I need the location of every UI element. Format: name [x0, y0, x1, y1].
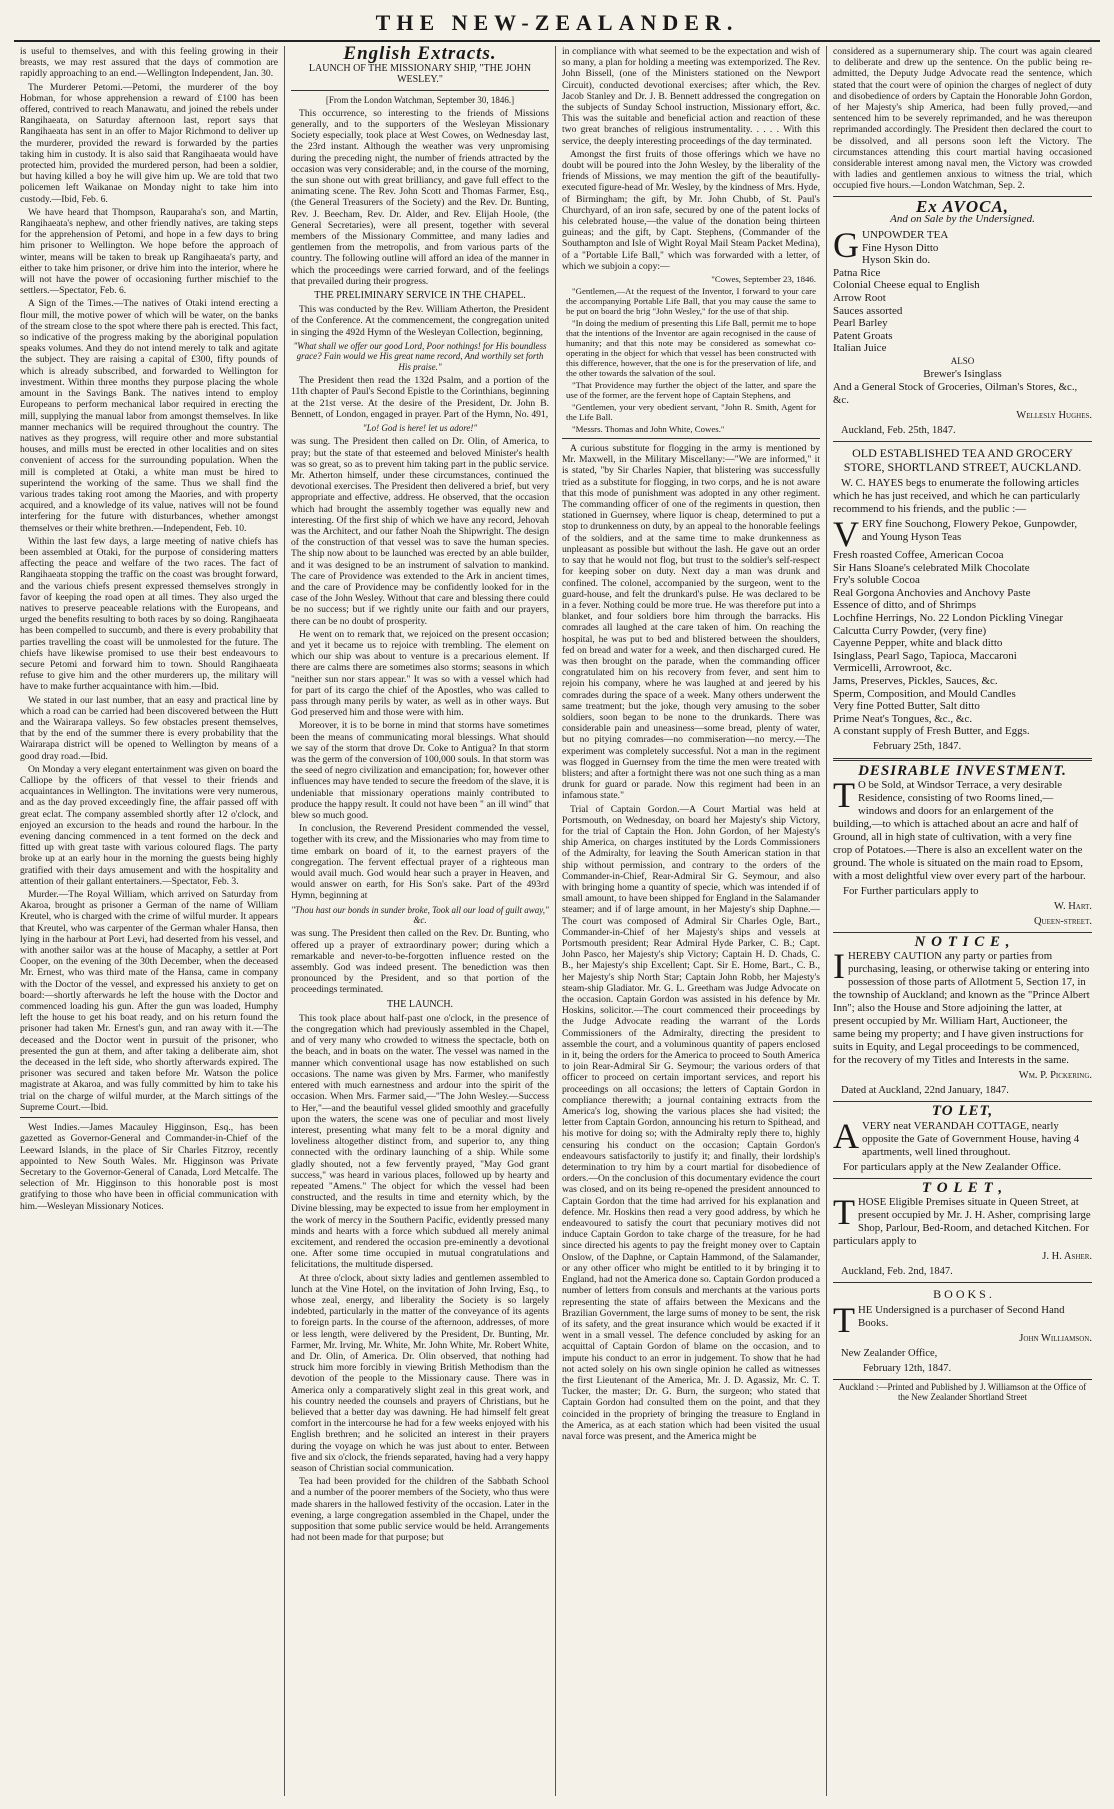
columns — [14, 46, 1100, 1796]
divider — [562, 438, 820, 439]
advert-title: OLD ESTABLISHED TEA AND GROCERY STORE, SHORTLAND STREET, AUCKLAND. — [843, 445, 1082, 474]
article-text: was sung. The President then called on the Rev. Dr. Bunting, who offered up a prayer of extraordinary power; during which a remarkable and never-to-be-forgotten influence rested on the assembly. God was indeed present. The benediction was then pronounced by the President, and so that portion of the proceedings terminated. — [291, 928, 549, 996]
article-text: was sung. The President then called on Dr. Olin, of America, to pray; but the state of that esteemed and beloved Minister's health was so great, so as to prevent him taking part in the public service. Mr. Atherton himself, under these circumstances, continued the devotional exercises. The President then delivered a brief, but very appropriate and effective, address. He observed, that the occasion which had brought the assembly together was equally new and interesting. Of the first ship of which we have any record, Jehovah was the Architect, and our father Noah the Shipwright. The design of the construction of that vessel was to save the human species. The ship now about to be launched was erected by an able builder, and it was designed to be an instrument of salvation to mankind. The care of Providence was extended to the Ark in ancient times, and the care of Providence may be confidently looked for in the case of the John Wesley. Without that care and blessing there could be no success; but if we rightly unite our faith and our prayers, there can be no doubt of prosperity. — [291, 436, 549, 627]
article-native-chiefs: Within the last few days, a large meeting of native chiefs has been assembled at Otaki, for the purpose of considering matters affecting the peace and welfare of the two races. The fact of Rangihaeata stopping the traffic on the coast was brought forward, and the various chiefs present expressed themselves strongly in favor of keeping the road open at all times. They also urged the natives to preserve peaceable relations with the Europeans, and urged the benefits resulting to both races by so doing. Rangihaeata has been compelled to succumb, and there is every probability that parties travelling the coast will be unmolested for the future. The chiefs have likewise promised to use their best endeavours to secure Petomi and forward him to town. Should Rangihaeata refuse to give him and the other murderers up, the military will have to make further acquaintance with him.—Ibid. — [20, 535, 278, 693]
advert-body — [833, 477, 1092, 753]
letter-signature: "Gentlemen, your very obedient servant, "John R. Smith, Agent for the Life Ball. — [566, 402, 816, 423]
advert-notice — [833, 934, 1092, 1097]
hymn-verse: "Lo! God is here! let us adore!" — [362, 422, 478, 433]
advert-date: February 25th, 1847. — [873, 740, 962, 752]
article-source: [From the London Watchman, September 30, 1846.] — [325, 94, 515, 105]
divider — [833, 1178, 1092, 1179]
advert-place: Queen-street. — [1033, 916, 1092, 928]
advert-item: Pearl Barley — [833, 317, 888, 330]
article-text: At three o'clock, about sixty ladies and gentlemen assembled to lunch at the Vine Hotel, on the invitation of John Irving, Esq., to whose zeal, energy, and liberality the Society is so largely indebted, particularly in the matter of the conveyance of its agents to foreign parts. In the course of the afternoon, addresses, of more or less length, were delivered by the President, Dr. Bunting, Mr. Farmer, Mr. Irving, Mr. White, Mr. John White, Mr. Robert White, and Dr. Olin, of America. Dr. Olin observed, that nothing had struck him more forcibly in viewing British Methodism than the devotion of the people to the Missionary cause. There was in America only a comparatively slight zeal in this great work, and his country needed the counsels and prayers of Christians, but he believed that a better day was dawning. He had himself felt great comfort in the intercourse he had for a few weeks enjoyed with his English brethren; and he solicited an interest in their prayers during the voyage on which he was just about to enter. Between five and six o'clock, the friends separated, having had a very happy season of Christian social communication. — [291, 1272, 549, 1474]
column-2 — [285, 46, 556, 1796]
article-murderer-petomi: The Murderer Petomi.—Petomi, the murderer of the boy Hobman, for whose apprehension a reward of £100 has been offered, contrived to reach Manawatu, and joined the rebels under Rangihaeata, on Saturday afternoon last, report says that Rangihaeata has sent in an offer to Major Richmond to deliver up the murderer, provided the reward is forwarded by the parties taking him in custody. It is also said that Rangihaeata would have protected him, provided the murdered person, had been a soldier, but having killed a boy he will give him up. We are told that two policemen left Waikanae on Monday night to take him into custody.—Ibid, Feb. 6. — [20, 81, 278, 205]
advert-signer: John Williamson. — [1019, 1332, 1092, 1344]
advert-body — [833, 1191, 1092, 1278]
article-flogging: A curious substitute for flogging in the army is mentioned by Mr. Maxwell, in the Military Miscellany:—"We are informed," it is stated, "by Sir Charles Napier, that blistering was successfully tried as a substitute for flogging, in two corps, and he is not aware that this mode of punishment was adopted in any other regiment. The commanding officer of one of the regiments in question, then stationed in Guernsey, where liquor is cheap, determined to put a stop to drunkenness on duty, by an appeal to the honorable feelings of the soldiers, and at the same time to make drunkenness as unpleasant as possible but without the lash. He gave out an order to say that he would not flog, but trust to the soldier's self-respect for keeping sober on duty. Next day a man was drunk and confined. The colonel, accompanied by the surgeon, went to the guard-house, and felt the drunkard's pulse. He was declared to be in a fever. Nothing could be more true. He was therefore put into a blanket, and four soldiers bore him through the barracks. His comrades all laughed at the care taken of him. On reaching the hospital, he was put to bed and blistered between the shoulders, fed on bread and water for a week, and then discharged cured. He was then brought on the parade, when the commanding officer congratulated him on his recovery from fever, and sent him to rejoin his company, where he was laughed at and jeered by his comrades during the space of a week. Many others underwent the same treatment; but the joke, though very amusing to the sober soldiers, soon began to be none to the drunkards. There was considerable pain and uneasiness—some bread, plenty of water, but no pitying comrades—no commiseration—no mercy.—The experiment was completely successful. Not a man in the regiment was flogged in Guernsey from the time the men were treated with blisters; and after a fortnight there was not one such thing as a man drunk for guard or parade. Now this regiment had been in an infamous state." — [562, 443, 820, 802]
advert-place: New Zealander Office, — [841, 1347, 938, 1359]
advert-intro: W. C. HAYES begs to enumerate the following articles which he has just received, and which he can particularly recommend to his friends, and the public :— — [833, 476, 1081, 515]
drop-cap: I — [833, 946, 845, 987]
advert-item: Fresh roasted Coffee, American Cocoa — [833, 548, 1004, 561]
advert-item: Brewer's Isinglass — [923, 367, 1002, 380]
column-3 — [556, 46, 827, 1796]
article-text: This was conducted by the Rev. William Atherton, the President of the Conference. At the commencement, the congregation united in singing the 492d Hymn of the Wesleyan Collection, beginning, — [291, 304, 549, 338]
advert-title: T O L E T , — [921, 1179, 1004, 1196]
advert-item: Essence of ditto, and of Shrimps — [833, 599, 976, 612]
advert-item: Lochfine Herrings, No. 22 London Pickling Vinegar — [833, 611, 1064, 624]
article-text: in compliance with what seemed to be the expectation and wish of so many, a plan for holding a meeting was extemporized. The Rev. John Bissell, (one of the Ministers stationed on the Newport Circuit), conducted devotional exercises; after which, the Rev. Jacob Stanley and Dr. J. B. Bennett addressed the congregation on the subjects of Sunday School instruction, Missionary effort, &c. This was the suitable and beneficial action and reaction of these two great branches of religious instrumentality. . . . . With this service, the deeply interesting proceedings of the day terminated. — [562, 46, 820, 147]
article-text: In conclusion, the Reverend President commended the vessel, together with its crew, and the Missionaries who may from time to time embark on board of it, to the earnest prayers of the congregation. The fervent effectual prayer of a righteous man would avail much. God would hear such a prayer in Heaven, and would answer on earth, for His Son's sake. Part of the 493rd Hymn, beginning at — [291, 823, 549, 902]
article-text: is useful to themselves, and with this feeling growing in their breasts, we may rest assured that the days of commotion are rapidly approaching to an end.—Wellington Independent, Jan. 30. — [20, 46, 278, 80]
advert-signer: W. Hart. — [1054, 901, 1092, 913]
advert-item: Patent Groats — [833, 329, 893, 342]
advert-signer: J. H. Asher. — [1042, 1250, 1092, 1262]
advert-item: Hyson Skin do. — [862, 254, 931, 267]
letter-text: "That Providence may further the object of the latter, and spare the use of the former, are the fervent hope of Captain Stephens, and — [566, 380, 816, 401]
advert-item: Calcutta Curry Powder, (very fine) — [833, 624, 987, 637]
article-text: Moreover, it is to be borne in mind that storms have sometimes been the means of communicating moral blessings. What should we say of the storm that drove Dr. Coke to Antigua? In that storm was the germ of the conversion of 100,000 souls. In that storm was the seed of negro civilization and emancipation; for, however other influences may have tended to secure the freedom of the slave, it is undeniable that missionary operations mainly contributed to produce the happy result. It could not have been " an ill wind" that blew so much good. — [291, 720, 549, 822]
advert-ex-avoca — [833, 196, 1092, 437]
advert-item-list — [833, 225, 1092, 355]
advert-item: Arrow Root — [833, 292, 886, 305]
article-murder: Murder.—The Royal William, which arrived on Saturday from Akaroa, brought as prisoner a German of the name of William Kreutel, who is charged with the crime of wilful murder. It appears that Kreutel, who was carpenter of the German whaler Hansa, then lying in the harbour at Port Levi, had deserted from his vessel, and with another sailor was at the house of Macaphy, a settler at Port Cooper, on the evening of the 30th December, when the deceased Mr. Ernest, who was third mate of the Hansa, came in company with the Doctor of the vessel, and expressed his anxiety to get on board:—shortly afterwards he left the house with the Doctor and commenced loading his gun. After the gun was loaded, Humphy left the house to get his boat ready, and on his return found the prisoner had taken Mr. Ernest's gun, and ran away with it.—The deceased and the Doctor went in pursuit of the prisoner, who presented the gun at them, and after taking a deliberate aim, shot the deceased in the left side, who shortly afterwards expired. The prisoner was secured and taken before Mr. Watson the police magistrate at Akaroa, and was fully committed by him to take his trial on the charge of wilful murder, at the March sittings of the Supreme Court.—Ibid. — [20, 889, 278, 1113]
divider — [833, 1282, 1092, 1283]
article-calliope: On Monday a very elegant entertainment was given on board the Calliope by the officers of that vessel to their friends and acquaintances in Wellington. The invitations were very numerous, and as the day proved exceedingly fine, the affair passed off with great eclat. The company assembled shortly after 12 o'clock, and enjoyed an excursion to the heads and round the harbour. In the evening dancing commenced in a tent formed on the deck and fitted up with great taste with various coloured flags. The party broke up at an early hour in the morning the guests being highly gratified with their days amusement and with the hospitality and attention of their gallant entertainers.—Spectator, Feb. 3. — [20, 763, 278, 887]
advert-item: Very fine Potted Butter, Salt ditto — [833, 700, 980, 713]
advert-body — [833, 225, 1092, 437]
advert-body — [833, 946, 1092, 1097]
advert-text: HOSE Eligible Premises situate in Queen Street, at present occupied by Mr. J. H. Asher, comprising large Shop, Parlour, Bed-Room, and detached Kitchen. For particulars apply to — [833, 1195, 1091, 1247]
letter-addressee: "Messrs. Thomas and John White, Cowes." — [572, 424, 725, 435]
column-4 — [827, 46, 1098, 1796]
imprint-footer: Auckland :—Printed and Published by J. Williamson at the Office of the New Zealander Shortland Street — [833, 1379, 1092, 1403]
advert-to-let-premises — [833, 1179, 1092, 1278]
advert-date: February 12th, 1847. — [863, 1362, 952, 1374]
advert-item: A constant supply of Fresh Butter, and Eggs. — [833, 725, 1030, 738]
drop-cap: T — [833, 1299, 855, 1340]
column-1 — [14, 46, 285, 1796]
advert-title: TO LET, — [931, 1103, 994, 1120]
masthead: THE NEW-ZEALANDER. — [14, 6, 1100, 42]
advert-subtitle: And on Sale by the Undersigned. — [890, 212, 1035, 225]
article-text: The President then read the 132d Psalm, and a portion of the 11th chapter of Paul's Second Epistle to the Corinthians, beginning at the 21st verse. At the desire of the President, Dr. John B. Bennett, of London, engaged in prayer. Part of the Hymn, No. 491, — [291, 375, 549, 420]
divider — [833, 441, 1092, 442]
letter-text: "In doing the medium of presenting this Life Ball, permit me to hope that the intentions of the Inventor are again recognised in the cause of humanity; and that this note may be considered as somewhat co-operating in the object for which that vessel has been constructed with this difference, however, that the one is for the preservation of life, and the other towards the salvation of the soul. — [566, 318, 816, 379]
subheading: THE PRELIMINARY SERVICE IN THE CHAPEL. — [314, 290, 526, 302]
advert-item: Patna Rice — [833, 266, 881, 279]
drop-cap: T — [833, 1191, 855, 1232]
advert-date: Auckland, Feb. 25th, 1847. — [841, 424, 956, 436]
letter-date: "Cowes, September 23, 1846. — [711, 274, 816, 285]
advert-item: Cayenne Pepper, white and black ditto — [833, 637, 1003, 650]
advert-desirable-investment — [833, 762, 1092, 928]
advert-to-let-cottage — [833, 1103, 1092, 1173]
advert-item: Fine Hyson Ditto — [862, 241, 939, 254]
advert-item: Sauces assorted — [833, 304, 903, 317]
article-text: He went on to remark that, we rejoiced on the present occasion; and yet it became us to rejoice with trembling. The element on which our ship was about to venture is a precarious element. If there are calms there are sometimes also storms; seasons in which "neither sun nor stars appear." It was so with a vessel which had for part of its cargo the chief of the Apostles, who was called to pass through many perils by water, as well as in other ways. But God preserved him and those were with him. — [291, 628, 549, 719]
advert-item: Real Gorgona Anchovies and Anchovy Paste — [833, 586, 1031, 599]
divider — [291, 90, 549, 91]
letter-text: "Gentlemen,—At the request of the Inventor, I forward to your care the accompanying Portable Life Ball, that you may cause the same to be put on board the brig "John Wesley," for the use of that ship. — [566, 286, 816, 317]
advert-item: Italian Juice — [833, 342, 887, 355]
advert-text: HEREBY CAUTION any party or parties from purchasing, leasing, or otherwise taking or entering into possession of those parts of Allotment 5, Section 17, in the township of Auckland; and known as the "Prince Albert Inn"; also the House and Store adjoining the latter, at present occupied by Mr. William Hart, Auctioneer, the same being my property; and I have given instructions for suits in Equity, and Legal proceedings to be commenced, for the recovery of my Titles and Interests in the same. — [833, 950, 1090, 1067]
drop-cap: A — [833, 1115, 859, 1156]
advert-date: Auckland, Feb. 2nd, 1847. — [841, 1265, 953, 1277]
advert-signer: Wellesly Hughes. — [1016, 409, 1092, 421]
hymn-verse: "Thou hast our bonds in sunder broke, Took all our load of guilt away," &c. — [291, 904, 549, 926]
advert-item: Sperm, Composition, and Mould Candles — [833, 687, 1016, 700]
section-title: English Extracts. — [343, 46, 497, 64]
advert-item: ERY fine Souchong, Flowery Pekoe, Gunpowder, and Young Hyson Teas — [862, 517, 1078, 543]
advert-item: Jams, Preserves, Pickles, Sauces, &c. — [833, 674, 998, 687]
advert-item: Isinglass, Pearl Sago, Tapioca, Maccaroni — [833, 649, 1017, 662]
divider — [20, 1117, 278, 1118]
article-road: We stated in our last number, that an easy and practical line by which a road can be carried had been discovered between the Hutt and the Wairarapa valleys. So few obstacles present themselves, that by the end of the summer there is every probability that the Wairarapa district will be opened to Wellington by means of a good dray road.—Ibid. — [20, 694, 278, 762]
advert-item: Prime Neat's Tongues, &c., &c. — [833, 712, 973, 725]
advert-item: Sir Hans Sloane's celebrated Milk Chocolate — [833, 561, 1030, 574]
drop-cap: T — [833, 775, 855, 816]
article-sign-of-times: A Sign of the Times.—The natives of Otaki intend erecting a flour mill, the motive power of which will be water, on the banks of the stream close to the spot where there pah is erected. This fact, so indicative of the progress making by the aboriginal population speaks volumes. And they do not intend merely to talk and agitate the subject. They are raising a capital of £300, fifty pounds of which is already subscribed, and forwarded to Wellington for investment. Within three months they purpose placing the whole amount in the Savings Bank. The natives intend to employ Europeans to perform mechanical labor required in erecting the mill, supplying the manual labor from amongst themselves. In like manner mechanics will be required throughout the country. The natives as they progress, will require other and more substantial houses, and mills must be erected in other localities and on sites convenient of access for the surrounding population. When the mill is completed at Otaki, a white man must be hired to superintend the working of the same. Thus we shall find the various trades taking root among the Maories, and with property acquired, and a knowledge of its value, natives will not be found interfering for the future with disturbances, whether amongst themselves or their white brethren.—Independent, Feb. 10. — [20, 298, 278, 534]
advert-text: O be Sold, at Windsor Terrace, a very desirable Residence, consisting of two Rooms lined,—windows and doors for an enlargement of the building,—to which is attached about an acre and half of Ground, all in high state of cultivation, with a very fine crop of Potatoes.—There is also an excellent water on the ground. The whole is situated on the main road to Epsom, with a most delightful view over every part of the harbour. — [833, 779, 1086, 883]
advert-item: Fry's soluble Cocoa — [833, 574, 920, 587]
advert-signer: Wm. P. Pickering. — [1018, 1070, 1092, 1082]
letter — [566, 274, 816, 434]
advert-title: B O O K S . — [933, 1286, 992, 1301]
advert-text: For particulars apply at the New Zealander Office. — [843, 1160, 1062, 1173]
headline: LAUNCH OF THE MISSIONARY SHIP, "THE JOHN WESLEY." — [308, 63, 532, 86]
advert-item: Vermicelli, Arrowroot, &c. — [833, 662, 952, 675]
advert-text: VERY neat VERANDAH COTTAGE, nearly opposite the Gate of Government House, having 4 apartments, well lined throughout. — [862, 1119, 1080, 1158]
article-text: This occurrence, so interesting to the friends of Missions generally, and to the supporters of the Wesleyan Missionary Society especially, took place at West Cowes, on Wednesday last, the 23rd instant. Although the weather was very unpromising during the preceding night, the number of friends attracted by the occasion was very considerable; and, in the course of the morning, the sun shone out with great brilliancy, and gave full effect to the animating scene. The Rev. John Scott and Thomas Farmer, Esq., (the General Treasurers of the Society) and the Rev. Dr. Bunting, Rev. J. Beecham, Rev. Dr. Alder, and Rev. Elijah Hoole, (the General Secretaries), were all present, together with several members of the Missionary Committee, and many ladies and gentlemen from the metropolis, and from various parts of the country. The following outline will afford an idea of the manner in which the proceedings were carried forward, and of the feelings that prevailed during their progress. — [291, 107, 549, 287]
divider — [833, 758, 1092, 761]
advert-body — [833, 775, 1092, 928]
advert-text: For Further particulars apply to — [843, 885, 979, 898]
advert-body — [833, 1115, 1092, 1174]
advert-item: Colonial Cheese equal to English — [833, 279, 980, 292]
advert-body — [833, 1299, 1092, 1375]
article-text: Amongst the first fruits of those offerings which we have no doubt will be poured into the John Wesley, by the liberality of the friends of Missions, we may mention the gift of the beautifully-executed figure-head of Mr. Wesley, by the kindness of Mrs. Hyde, of Birmingham; the gift, by Mr. John Chubb, of St. Paul's Churchyard, of an iron safe, secured by one of the patent locks of his celebrated house,—the value of the donation being thirteen guineas; and the gift, by Capt. Stephens, (Commander of the Southampton and Isle of Wight Royal Mail Steam Packet Medina), of a "Portable Life Ball," which was forwarded with a letter, of which we subjoin a copy:— — [562, 148, 820, 272]
article-west-indies: West Indies.—James Macauley Higginson, Esq., has been gazetted as Governor-General and Commander-in-Chief of the Leeward Islands, in the place of Sir Charles Fitzroy, recently appointed to New South Wales. Mr. Higginson was Private Secretary to the Governor-General of Canada, Lord Metcalfe. The selection of Mr. Higginson to this honorable post is most gratifying to those who have been in official communication with him.—Wesleyan Missionary Notices. — [20, 1122, 278, 1212]
advert-text: HE Undersigned is a purchaser of Second Hand Books. — [858, 1303, 1065, 1329]
divider — [833, 932, 1092, 933]
article-text: This took place about half-past one o'clock, in the presence of the congregation which had previously assembled in the Chapel, and of very many who crowded to witness the spectacle, both on the beach, and in boats on the water. The vessel was named in the manner which conventional usage has now established on such occasions. The name was given by Mrs. Farmer, who manifestly entered with much earnestness and ardour into the spirit of the occasion. When Mrs. Farmer said,—"The John Wesley.—Success to Her,"—and the beautiful vessel glided smoothly and gracefully upon the waters, the scene was one of peculiar and most lively interest, presenting what many felt to be a moral dignity and loveliness altogether distinct from, and superior to, any thing connected with the ordinary launching of a ship. While some gladly shouted, not a few fervently prayed, "May God grant success," was heard in various places, followed up by hearty and repeated "Amens." The object for which the vessel had been constructed, and the results in time and eternity which, by the Divine blessing, may be expected to issue from her employment in the work of mercy in the Southern Pacific, evidently pressed many minds and hearts with a force which subdued all merely animal excitement, and rendered the occasion pre-eminently a devotional one. After some time occupied in mutual congratulations and felicitations, the multitude dispersed. — [291, 1012, 549, 1271]
advert-date: Dated at Auckland, 22nd January, 1847. — [841, 1085, 1009, 1097]
advert-title: N O T I C E , — [914, 934, 1011, 951]
article-thompson: We have heard that Thompson, Rauparaha's son, and Martin, Rangihaeata's nephew, and other friendly natives, are taking steps for the apprehension of Petomi, and hope in a few days to bring him prisoner to Wellington. We hope before the approach of winter, means will be taken to break up Rangihaeata's party, and either to take him prisoner, or drive him into the interior, where he will not have the power of occasioning further mischief to the settlers.—Spectator, Feb. 6. — [20, 206, 278, 297]
divider — [833, 1101, 1092, 1102]
advert-item: UNPOWDER TEA — [862, 229, 949, 242]
advert-title: DESIRABLE INVESTMENT. — [858, 762, 1067, 779]
advert-tea-grocery-store — [833, 446, 1092, 753]
advert-also: ALSO — [950, 355, 975, 366]
article-text: Tea had been provided for the children of the Sabbath School and a number of the poorer members of the Society, who thus were made sharers in the hallowed festivity of the occasion. Later in the evening, a large congregation assembled in the Chapel, under the supposition that some public service would be held. Arrangements had not been made for that purpose; but — [291, 1476, 549, 1544]
hymn-verse: "What shall we offer our good Lord, Poor nothings! for His boundless grace? Fain would we His great name record, And worthily set forth His praise." — [293, 340, 547, 372]
drop-cap: G — [833, 225, 859, 266]
drop-cap: V — [833, 513, 859, 554]
article-trial-captain-gordon: Trial of Captain Gordon.—A Court Martial was held at Portsmouth, on Wednesday, on board her Majesty's ship Victory, for the trial of Captain the Hon. John Gordon, of her Majesty's ship America, on charges instituted by the Lords Commissioners of the Admiralty, for leaving the South American station in that ship without permission, and contrary to the orders of the Commander-in-Chief, Rear-Admiral Sir G. Seymour, and also with bringing home a quantity of specie, which was intended if of small amount, to have been shipped for England in the Salamander steamer; and if of large amount, in her Majesty's ship Daphne.—The court was composed of Admiral Sir Charles Ogle, Bart., Commander-in-Chief of her Majesty's ships and vessels at Portsmouth president; Rear Admiral Hyde Parker, C. B.; Capt. John Pasco, her Majesty's ship Victory; Captain H. D. Chads, C. B., her Majesty's ship Excellent; Capt. Sir E. Home, Bart., C. B., her Majesty's ship North Star; Captain John Robb, her Majesty's steam-ship Gladiator. Mr. G. L. Greetham was Judge Advocate on the occasion. Captain Gordon was assisted in his defence by Mr. Hoskins, solicitor.—The court commenced their proceedings by the Judge Advocate reading the warrant of the Lords Commissioners of the Admiralty, directing the president to assemble the court, and a voluminous quantity of papers enclosed in it, being the orders for the America to proceed to South America to join Rear-Admiral Sir G. Seymour; the various orders of that officer to proceed on certain important services, and report his proceedings on all occasions; the letters of Captain Gordon in compliance therewith; a journal containing extracts from the America's log, showing the various places she had visited; the letter from Captain Gordon, announcing his return to Spithead, and his motive for doing so; with the Admiralty reply there to, highly censuring his conduct on the occasion; Captain Gordon's endeavours satisfactorily to justify it; and finally, their lordship's determination to try him by a court martial for disobedience of orders.—On the conclusion of this documentary evidence the court was closed, and on its being re-opened the president announced to Captain Gordon that the time had arrived for his explanation and defence. Mr. Hoskins then read a very good address, by which he endeavoured to satisfy the court that pecuniary motives did not induce Captain Gordon to take charge of the treasure, for he had since directed his agents to pay the freight money over to Captain Onslow, of the Daphne, or Captain Hammond, of the Salamander, or any other officer who might be entitled to it by bringing it to England, had not the America done so. Captain Gordon produced a number of letters from consuls and merchants at the various ports representing the state of affairs between the Mexicans and the Brazilian Government, the large sums of money to be sent, the risk of its safety, and the great insurance which would be exacted if it went in a small vessel. The defence concluded by asking for an acquittal of Captain Gordon of blame on the occasion, and to impute his conduct to an error in judgement. To show that he had not acted solely on his own single opinion he called as witnesses the first Lieutenant of the America, Mr. J. D. Agassiz, Mr. C. T. Tucker, the master; Dr. G. Burn, the surgeon; who stated that Captain Gordon had consulted them on the point, and that they coincided in the propriety of bringing the treasure to England in the America, as at each station which had been visited the usual naval force was present, and the America might be — [562, 803, 820, 1442]
advert-item-list — [833, 549, 1092, 738]
subheading: THE LAUNCH. — [386, 998, 454, 1010]
article-text: considered as a supernumerary ship. The court was again cleared to deliberate and drew up the sentence. On the public being re-admitted, the Deputy Judge Advocate read the sentence, which stated that the court were of opinion the charges of neglect of duty and disobedience of orders by Captain the Honorable John Gordon, of her Majesty's ship America, had been fully proved,—and sentenced him to be severely reprimanded, and he was thereupon reprimanded accordingly. The President then declared the court to be dissolved, and all persons soon left the Victory. The circumstances attending this court martial having occasioned considerable interest among naval men, the Victory was crowded with ladies and gentlemen anxious to witness the trial, which occupied five hours.—London Watchman, Sep. 2. — [833, 46, 1092, 192]
advert-books — [833, 1287, 1092, 1375]
advert-text: And a General Stock of Groceries, Oilman's Stores, &c., &c. — [833, 380, 1078, 406]
advert-title: Ex AVOCA, — [915, 196, 1010, 216]
